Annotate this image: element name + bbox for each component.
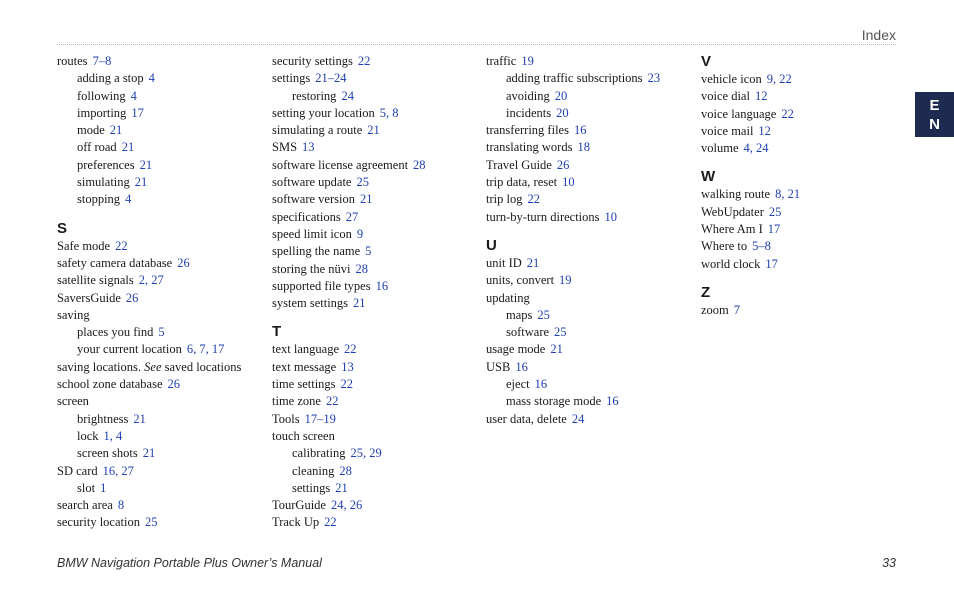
index-entry: [486, 290, 691, 307]
index-entry: [57, 290, 262, 307]
page-reference-link[interactable]: 26: [125, 290, 139, 305]
index-subentry: [272, 445, 477, 462]
page-reference-link[interactable]: 4: [125, 192, 132, 207]
page-reference-link[interactable]: 12: [754, 89, 768, 104]
entry-term: supported file types: [272, 278, 371, 293]
index-entry: [272, 53, 477, 70]
index-entry: [701, 88, 906, 105]
index-entry: [701, 302, 906, 319]
index-entry: [272, 393, 477, 410]
entry-term: routes: [57, 54, 88, 68]
entry-term: SD card: [57, 463, 98, 478]
index-entry: [57, 497, 262, 514]
index-entry: [272, 411, 477, 428]
index-subentry: [57, 191, 262, 208]
entry-term: adding a stop: [77, 71, 144, 86]
index-section-letter: T: [272, 323, 282, 341]
entry-term: maps: [506, 307, 533, 322]
index-entry: [272, 514, 477, 531]
page-reference-link[interactable]: 19: [559, 273, 572, 288]
index-entry: [486, 53, 691, 70]
page-reference-link[interactable]: 5, 8: [379, 105, 399, 120]
entry-term: school zone database: [57, 377, 163, 392]
page-reference-link[interactable]: 22: [344, 342, 357, 357]
index-subentry: [57, 157, 262, 174]
page-reference-link[interactable]: 2, 27: [138, 273, 164, 288]
entry-term: eject: [506, 377, 530, 392]
index-subentry: [486, 324, 691, 341]
entry-term: satellite signals: [57, 273, 134, 288]
entry-term: importing: [77, 105, 127, 120]
page-reference-link[interactable]: 21: [367, 123, 380, 138]
entry-term: updating: [486, 290, 530, 305]
entry-term: restoring: [292, 88, 337, 103]
footer-manual-title: BMW Navigation Portable Plus Owner’s Manual: [57, 556, 322, 570]
page-reference-link[interactable]: 10: [562, 175, 575, 190]
index-column-2: [272, 53, 477, 532]
entry-term: trip data, reset: [486, 175, 558, 190]
index-subentry: [486, 307, 691, 324]
index-subentry: [57, 122, 262, 139]
entry-term: places you find: [77, 325, 154, 340]
index-entry: [701, 106, 906, 123]
page-reference-link[interactable]: 13: [341, 359, 354, 374]
entry-term: saving locations.: [57, 359, 142, 374]
page-reference-link[interactable]: 17: [767, 222, 781, 237]
index-subentry: [57, 445, 262, 462]
entry-term: avoiding: [506, 88, 550, 103]
entry-term: units, convert: [486, 273, 555, 288]
index-entry: [486, 272, 691, 289]
index-entry: [486, 139, 691, 156]
page-reference-link[interactable]: 24: [341, 88, 354, 103]
index-entry: [272, 157, 477, 174]
page-reference-link[interactable]: 23: [647, 71, 661, 86]
entry-term: software: [506, 325, 550, 340]
entry-term: calibrating: [292, 446, 346, 461]
page-reference-link[interactable]: 9, 22: [766, 72, 792, 86]
entry-term: volume: [701, 141, 739, 156]
entry-term: system settings: [272, 296, 349, 311]
entry-term: Where Am I: [701, 222, 763, 237]
page-reference-link[interactable]: 25: [356, 175, 369, 190]
index-entry: [701, 256, 906, 273]
page-reference-link[interactable]: 25: [144, 515, 158, 530]
index-subentry: [57, 480, 262, 497]
entry-term: following: [77, 88, 126, 103]
entry-term: vehicle icon: [701, 72, 762, 86]
entry-term: spelling the name: [272, 244, 361, 259]
entry-term: time zone: [272, 394, 321, 409]
index-entry: [272, 278, 477, 295]
entry-term: simulating a route: [272, 123, 363, 138]
page-reference-link[interactable]: 18: [577, 140, 590, 155]
index-entry: [701, 71, 906, 88]
page-reference-link[interactable]: 5: [158, 325, 165, 340]
index-entry: [57, 255, 262, 272]
entry-term: screen shots: [77, 446, 138, 461]
index-subentry: [486, 105, 691, 122]
index-subentry: [57, 324, 262, 341]
entry-term: slot: [77, 480, 96, 495]
page-reference-link[interactable]: 21: [526, 255, 540, 270]
page-reference-link[interactable]: 21: [121, 140, 135, 155]
page-reference-link[interactable]: 4: [130, 88, 137, 103]
page-reference-link[interactable]: 21: [359, 192, 373, 207]
index-entry: [701, 140, 906, 157]
index-entry: [272, 428, 477, 445]
index-entry: [486, 255, 691, 272]
index-entry: [486, 341, 691, 358]
entry-term: turn-by-turn directions: [486, 209, 600, 224]
entry-term: adding traffic subscriptions: [506, 71, 643, 86]
entry-term: trip log: [486, 192, 523, 207]
index-section-letter: Z: [701, 283, 711, 301]
index-column-1: [57, 53, 262, 532]
page-reference-link[interactable]: 22: [781, 106, 794, 121]
index-entry: [486, 174, 691, 191]
page-reference-link[interactable]: 28: [413, 157, 426, 172]
entry-term: preferences: [77, 157, 135, 172]
page-reference-link[interactable]: 16, 27: [102, 463, 134, 478]
header-divider: [57, 44, 896, 45]
entry-term: software version: [272, 192, 355, 207]
index-subentry: [57, 428, 262, 445]
index-entry: [57, 307, 262, 324]
entry-term: mode: [77, 123, 105, 138]
page-reference-link[interactable]: 13: [302, 140, 315, 155]
language-tab-letter-2: N: [929, 115, 940, 133]
page-reference-link[interactable]: 1, 4: [103, 428, 123, 443]
index-entry: [486, 209, 691, 226]
language-tab: [915, 92, 954, 137]
entry-term: storing the nüvi: [272, 261, 351, 276]
entry-term: security settings: [272, 54, 353, 68]
see-reference-target: saved locations: [164, 359, 242, 374]
index-entry: [272, 139, 477, 156]
page-reference-link[interactable]: 22: [325, 394, 339, 409]
entry-term: your current location: [77, 342, 182, 357]
index-entry: [272, 70, 477, 87]
index-subentry: [57, 174, 262, 191]
page-reference-link[interactable]: 26: [177, 255, 190, 270]
page-reference-link[interactable]: 27: [345, 209, 359, 224]
index-entry: [272, 209, 477, 226]
index-entry: [57, 376, 262, 393]
index-entry: [701, 238, 906, 255]
page-reference-link[interactable]: 4, 24: [743, 141, 769, 156]
page-reference-link[interactable]: 21: [353, 296, 366, 311]
index-entry: [272, 226, 477, 243]
index-subentry: [272, 463, 477, 480]
index-subentry: [486, 376, 691, 393]
page-reference-link[interactable]: 16: [534, 377, 548, 392]
index-entry: [272, 261, 477, 278]
entry-term: SaversGuide: [57, 290, 121, 305]
page-reference-link[interactable]: 25: [768, 204, 782, 219]
index-column-4: [701, 53, 906, 319]
page-reference-link[interactable]: 5–8: [752, 239, 771, 254]
footer-page-number: 33: [882, 556, 896, 570]
page-reference-link[interactable]: 9: [356, 226, 364, 241]
see-reference-label: See: [144, 359, 162, 374]
index-entry: [701, 186, 906, 203]
index-entry: [57, 463, 262, 480]
page-reference-link[interactable]: 8: [117, 498, 125, 513]
entry-term: walking route: [701, 187, 771, 202]
index-entry: [272, 174, 477, 191]
entry-term: screen: [57, 394, 89, 409]
entry-term: Tools: [272, 411, 300, 426]
page-reference-link[interactable]: 25, 29: [350, 446, 382, 461]
page-reference-link[interactable]: 8, 21: [775, 187, 801, 202]
entry-term: settings: [292, 480, 331, 495]
page-reference-link[interactable]: 21–24: [315, 71, 347, 86]
page-reference-link[interactable]: 21: [139, 157, 153, 172]
entry-term: touch screen: [272, 428, 335, 443]
page-reference-link[interactable]: 25: [537, 307, 550, 322]
entry-term: TourGuide: [272, 498, 326, 513]
entry-term: Travel Guide: [486, 157, 552, 172]
index-subentry: [57, 105, 262, 122]
entry-term: translating words: [486, 140, 573, 155]
entry-term: voice dial: [701, 89, 750, 104]
index-entry: [272, 341, 477, 358]
page-reference-link[interactable]: 7: [733, 302, 741, 317]
index-subentry: [486, 88, 691, 105]
entry-term: cleaning: [292, 463, 335, 478]
entry-term: USB: [486, 359, 511, 374]
entry-term: lock: [77, 428, 99, 443]
entry-term: stopping: [77, 192, 121, 207]
index-section-letter: U: [486, 236, 497, 254]
index-subentry: [486, 393, 691, 410]
entry-term: saving: [57, 307, 90, 322]
page-reference-link[interactable]: 4: [148, 71, 155, 86]
page-reference-link[interactable]: 28: [339, 463, 352, 478]
page-reference-link[interactable]: 20: [556, 105, 569, 120]
index-entry: [701, 221, 906, 238]
index-entry: [57, 238, 262, 255]
page-reference-link[interactable]: 16: [515, 359, 528, 374]
entry-term: user data, delete: [486, 411, 567, 426]
page-reference-link[interactable]: 17–19: [304, 411, 336, 426]
entry-term: Track Up: [272, 515, 320, 530]
entry-term: setting your location: [272, 105, 375, 120]
index-entry: [486, 157, 691, 174]
entry-term: SMS: [272, 140, 298, 155]
entry-term: transferring files: [486, 123, 569, 138]
index-entry: [272, 497, 477, 514]
index-entry: [57, 272, 262, 289]
page-reference-link[interactable]: 16: [573, 123, 587, 138]
index-entry: [57, 514, 262, 531]
index-column-3: [486, 53, 691, 428]
page-reference-link[interactable]: 26: [167, 377, 181, 392]
page-reference-link[interactable]: 21: [109, 123, 123, 138]
entry-term: Where to: [701, 239, 748, 254]
entry-term: software license agreement: [272, 157, 409, 172]
index-subentry: [57, 341, 262, 358]
entry-term: software update: [272, 175, 352, 190]
entry-term: world clock: [701, 256, 761, 271]
page-reference-link[interactable]: 19: [521, 54, 534, 68]
index-entry: [57, 393, 262, 410]
page-reference-link[interactable]: 21: [134, 175, 148, 190]
index-entry: [57, 53, 262, 70]
entry-term: search area: [57, 498, 113, 513]
page-reference-link[interactable]: 22: [357, 54, 371, 68]
entry-term: settings: [272, 71, 311, 86]
page-reference-link[interactable]: 17: [765, 256, 778, 271]
index-subentry: [486, 70, 691, 87]
page-reference-link[interactable]: 7–8: [92, 54, 112, 68]
entry-term: text message: [272, 359, 337, 374]
language-tab-letter-1: E: [929, 96, 940, 114]
page-reference-link[interactable]: 28: [355, 261, 368, 276]
entry-term: time settings: [272, 377, 336, 392]
page-reference-link[interactable]: 10: [604, 209, 618, 224]
entry-term: safety camera database: [57, 255, 173, 270]
page-reference-link[interactable]: 6, 7, 17: [186, 342, 225, 357]
entry-term: zoom: [701, 302, 729, 317]
page-reference-link[interactable]: 26: [556, 157, 570, 172]
index-entry: [486, 359, 691, 376]
page-reference-link[interactable]: 22: [324, 515, 337, 530]
entry-term: Safe mode: [57, 238, 111, 253]
index-entry: [486, 191, 691, 208]
page-reference-link[interactable]: 12: [758, 123, 771, 138]
index-entry: [272, 122, 477, 139]
index-entry: [272, 376, 477, 393]
page-reference-link[interactable]: 21: [550, 342, 563, 357]
page-reference-link[interactable]: 24: [571, 411, 585, 426]
index-subentry: [57, 70, 262, 87]
index-section-letter: V: [701, 53, 712, 70]
entry-term: usage mode: [486, 342, 546, 357]
entry-term: security location: [57, 515, 140, 530]
page-reference-link[interactable]: 22: [527, 192, 540, 207]
index-entry: [272, 105, 477, 122]
entry-term: specifications: [272, 209, 341, 224]
index-entry: [272, 359, 477, 376]
entry-term: incidents: [506, 105, 552, 120]
index-entry: [272, 191, 477, 208]
entry-term: traffic: [486, 54, 517, 68]
index-entry: [57, 359, 262, 376]
page-reference-link[interactable]: 21: [133, 411, 146, 426]
index-entry: [701, 123, 906, 140]
index-section-letter: S: [57, 219, 68, 237]
entry-term: mass storage mode: [506, 394, 602, 409]
index-subentry: [272, 88, 477, 105]
page-reference-link[interactable]: 24, 26: [330, 498, 363, 513]
page-reference-link[interactable]: 16: [375, 278, 389, 293]
index-entry: [701, 204, 906, 221]
page-reference-link[interactable]: 17: [131, 105, 144, 120]
index-subentry: [57, 88, 262, 105]
page-reference-link[interactable]: 21: [335, 480, 348, 495]
page-reference-link[interactable]: 25: [554, 325, 567, 340]
entry-term: brightness: [77, 411, 129, 426]
page-reference-link[interactable]: 22: [340, 377, 354, 392]
index-entry: [486, 122, 691, 139]
index-subentry: [57, 411, 262, 428]
index-subentry: [57, 139, 262, 156]
index-entry: [272, 243, 477, 260]
entry-term: voice language: [701, 106, 777, 121]
index-entry: [272, 295, 477, 312]
page-reference-link[interactable]: 21: [142, 446, 156, 461]
entry-term: off road: [77, 140, 117, 155]
index-entry: [486, 411, 691, 428]
entry-term: text language: [272, 342, 339, 357]
page-reference-link[interactable]: 5: [365, 244, 372, 259]
page-reference-link[interactable]: 20: [554, 88, 568, 103]
entry-term: voice mail: [701, 123, 754, 138]
page-header-title: Index: [861, 27, 896, 43]
entry-term: simulating: [77, 175, 130, 190]
page-reference-link[interactable]: 16: [606, 394, 619, 409]
page-reference-link[interactable]: 1: [100, 480, 107, 495]
entry-term: WebUpdater: [701, 204, 764, 219]
page-reference-link[interactable]: 22: [115, 238, 128, 253]
index-subentry: [272, 480, 477, 497]
entry-term: unit ID: [486, 255, 522, 270]
index-section-letter: W: [701, 168, 716, 186]
entry-term: speed limit icon: [272, 226, 352, 241]
